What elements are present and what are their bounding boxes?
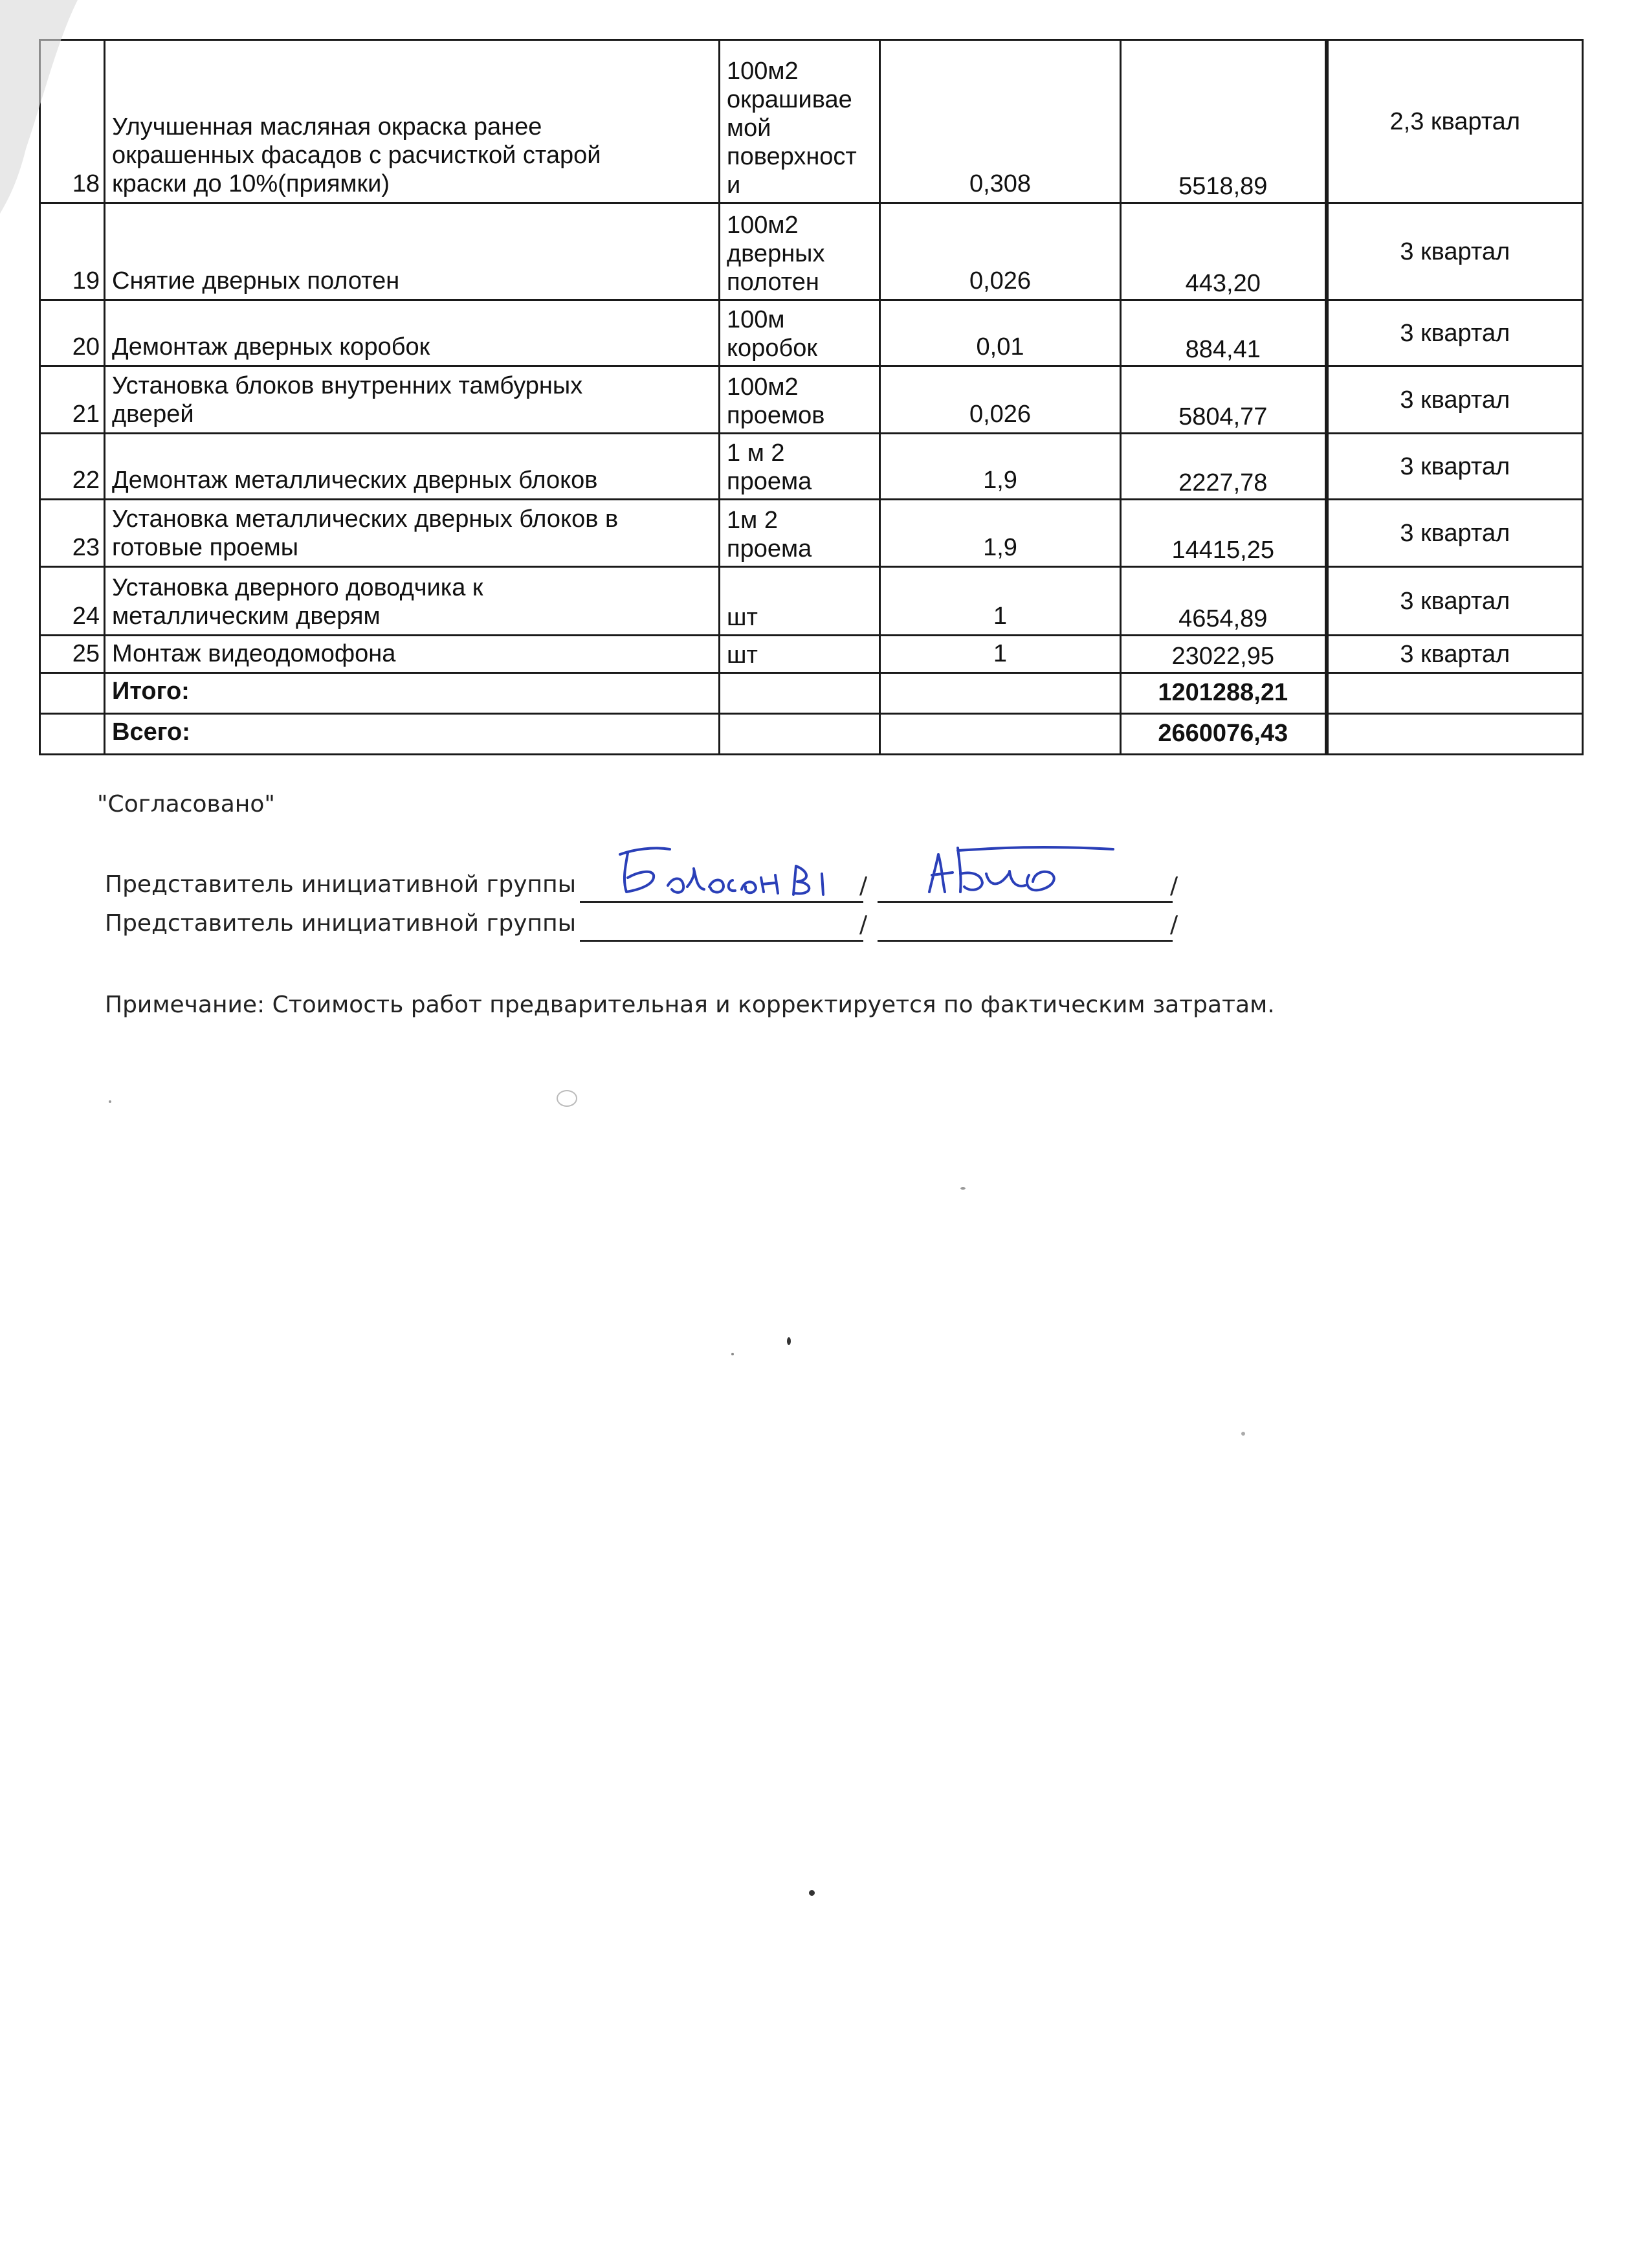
period: 3 квартал (1327, 500, 1583, 567)
cost: 5518,89 (1121, 40, 1327, 203)
period: 3 квартал (1327, 366, 1583, 434)
work-name-line: Установка металлических дверных блоков в (112, 506, 619, 533)
total-row-empty (720, 714, 880, 755)
work-name (105, 40, 720, 203)
work-name-line: Демонтаж дверных коробок (112, 333, 430, 361)
signature-line-2b (878, 940, 1173, 942)
cost: 2227,78 (1121, 434, 1327, 500)
unit-of-measure-line: полотен (727, 269, 819, 296)
scan-speck (557, 1090, 577, 1107)
quantity: 0,01 (880, 300, 1121, 366)
work-name-line: Установка дверного доводчика к (112, 574, 483, 601)
work-name (105, 567, 720, 636)
work-name-line: Установка блоков внутренних тамбурных (112, 372, 583, 399)
cost: 14415,25 (1121, 500, 1327, 567)
row-number: 25 (40, 636, 105, 673)
separator-slash-2b: / (1170, 911, 1178, 938)
scan-speck (809, 1890, 815, 1896)
table-row (40, 40, 1583, 203)
separator-slash-2: / (859, 911, 868, 938)
unit-of-measure-line: шт (727, 604, 758, 631)
period: 2,3 квартал (1327, 40, 1583, 203)
total-row-empty (1327, 714, 1583, 755)
scan-speck (731, 1353, 734, 1355)
unit-of-measure-line: мой (727, 115, 771, 142)
period: 3 квартал (1327, 636, 1583, 673)
row-number: 19 (40, 203, 105, 300)
subtotal-row-label: Итого: (105, 673, 720, 714)
signature-line-2a (580, 940, 863, 942)
work-name (105, 636, 720, 673)
row-number: 24 (40, 567, 105, 636)
work-name-line: дверей (112, 401, 194, 428)
period: 3 квартал (1327, 434, 1583, 500)
unit-of-measure (720, 203, 880, 300)
scan-speck (960, 1187, 966, 1190)
work-name-line: Демонтаж металлических дверных блоков (112, 467, 598, 494)
table-row (40, 434, 1583, 500)
total-row-empty (40, 714, 105, 755)
unit-of-measure (720, 636, 880, 673)
work-name-line: Монтаж видеодомофона (112, 640, 396, 667)
work-name-line: Улучшенная масляная окраска ранее (112, 113, 542, 140)
approved-label: "Согласовано" (97, 791, 275, 817)
table-row (40, 500, 1583, 567)
cost: 884,41 (1121, 300, 1327, 366)
unit-of-measure-line: коробок (727, 335, 817, 362)
scan-edge-shadow (0, 0, 91, 220)
subtotal-row-value: 1201288,21 (1121, 673, 1327, 714)
work-name (105, 500, 720, 567)
unit-of-measure-line: 100м (727, 306, 785, 333)
quantity: 0,308 (880, 40, 1121, 203)
period: 3 квартал (1327, 203, 1583, 300)
row-number: 18 (40, 40, 105, 203)
table-row (40, 203, 1583, 300)
unit-of-measure (720, 40, 880, 203)
total-row-empty (880, 714, 1121, 755)
work-name (105, 300, 720, 366)
representative-label-1: Представитель инициативной группы (105, 871, 577, 898)
unit-of-measure-line: проема (727, 535, 812, 562)
unit-of-measure (720, 434, 880, 500)
scan-speck (109, 1100, 111, 1103)
period: 3 квартал (1327, 300, 1583, 366)
unit-of-measure-line: шт (727, 641, 758, 669)
subtotal-row (40, 673, 1583, 714)
unit-of-measure-line: поверхност (727, 143, 857, 170)
scan-speck (1241, 1432, 1245, 1436)
table-row (40, 636, 1583, 673)
unit-of-measure-line: проемов (727, 402, 825, 429)
table-row (40, 300, 1583, 366)
cost-note: Примечание: Стоимость работ предварительная и корректируется по фактическим затратам. (105, 992, 1275, 1018)
unit-of-measure-line: 1м 2 (727, 507, 778, 534)
quantity: 0,026 (880, 366, 1121, 434)
table-row (40, 366, 1583, 434)
work-name-line: металлическим дверям (112, 603, 381, 630)
work-name-line: Снятие дверных полотен (112, 267, 400, 295)
work-name-line: окрашенных фасадов с расчисткой старой (112, 142, 601, 169)
quantity: 1 (880, 636, 1121, 673)
unit-of-measure-line: и (727, 172, 741, 199)
unit-of-measure (720, 567, 880, 636)
separator-slash-1b: / (1170, 873, 1178, 899)
unit-of-measure-line: 1 м 2 (727, 439, 785, 467)
signature-1 (608, 835, 867, 906)
row-number: 20 (40, 300, 105, 366)
separator-slash-1: / (859, 873, 868, 899)
unit-of-measure-line: 100м2 (727, 212, 799, 239)
cost: 443,20 (1121, 203, 1327, 300)
subtotal-row-empty (1327, 673, 1583, 714)
total-row (40, 714, 1583, 755)
subtotal-row-empty (720, 673, 880, 714)
unit-of-measure (720, 366, 880, 434)
quantity: 1 (880, 567, 1121, 636)
subtotal-row-empty (40, 673, 105, 714)
unit-of-measure (720, 300, 880, 366)
work-name (105, 203, 720, 300)
row-number: 22 (40, 434, 105, 500)
quantity: 1,9 (880, 434, 1121, 500)
quantity: 1,9 (880, 500, 1121, 567)
unit-of-measure-line: 100м2 (727, 373, 799, 401)
cost: 23022,95 (1121, 636, 1327, 673)
unit-of-measure-line: окрашивае (727, 86, 852, 113)
table-row (40, 567, 1583, 636)
subtotal-row-empty (880, 673, 1121, 714)
unit-of-measure-line: 100м2 (727, 58, 799, 85)
work-name (105, 434, 720, 500)
unit-of-measure-line: дверных (727, 240, 825, 267)
signature-2 (919, 835, 1133, 906)
work-name (105, 366, 720, 434)
unit-of-measure-line: проема (727, 468, 812, 495)
unit-of-measure (720, 500, 880, 567)
quantity: 0,026 (880, 203, 1121, 300)
total-row-label: Всего: (105, 714, 720, 755)
total-row-value: 2660076,43 (1121, 714, 1327, 755)
row-number: 21 (40, 366, 105, 434)
scan-speck (787, 1337, 791, 1345)
period: 3 квартал (1327, 567, 1583, 636)
cost: 4654,89 (1121, 567, 1327, 636)
work-name-line: краски до 10%(приямки) (112, 170, 390, 197)
representative-label-2: Представитель инициативной группы (105, 910, 577, 937)
cost: 5804,77 (1121, 366, 1327, 434)
row-number: 23 (40, 500, 105, 567)
work-name-line: готовые проемы (112, 534, 299, 561)
works-table (39, 39, 1584, 755)
